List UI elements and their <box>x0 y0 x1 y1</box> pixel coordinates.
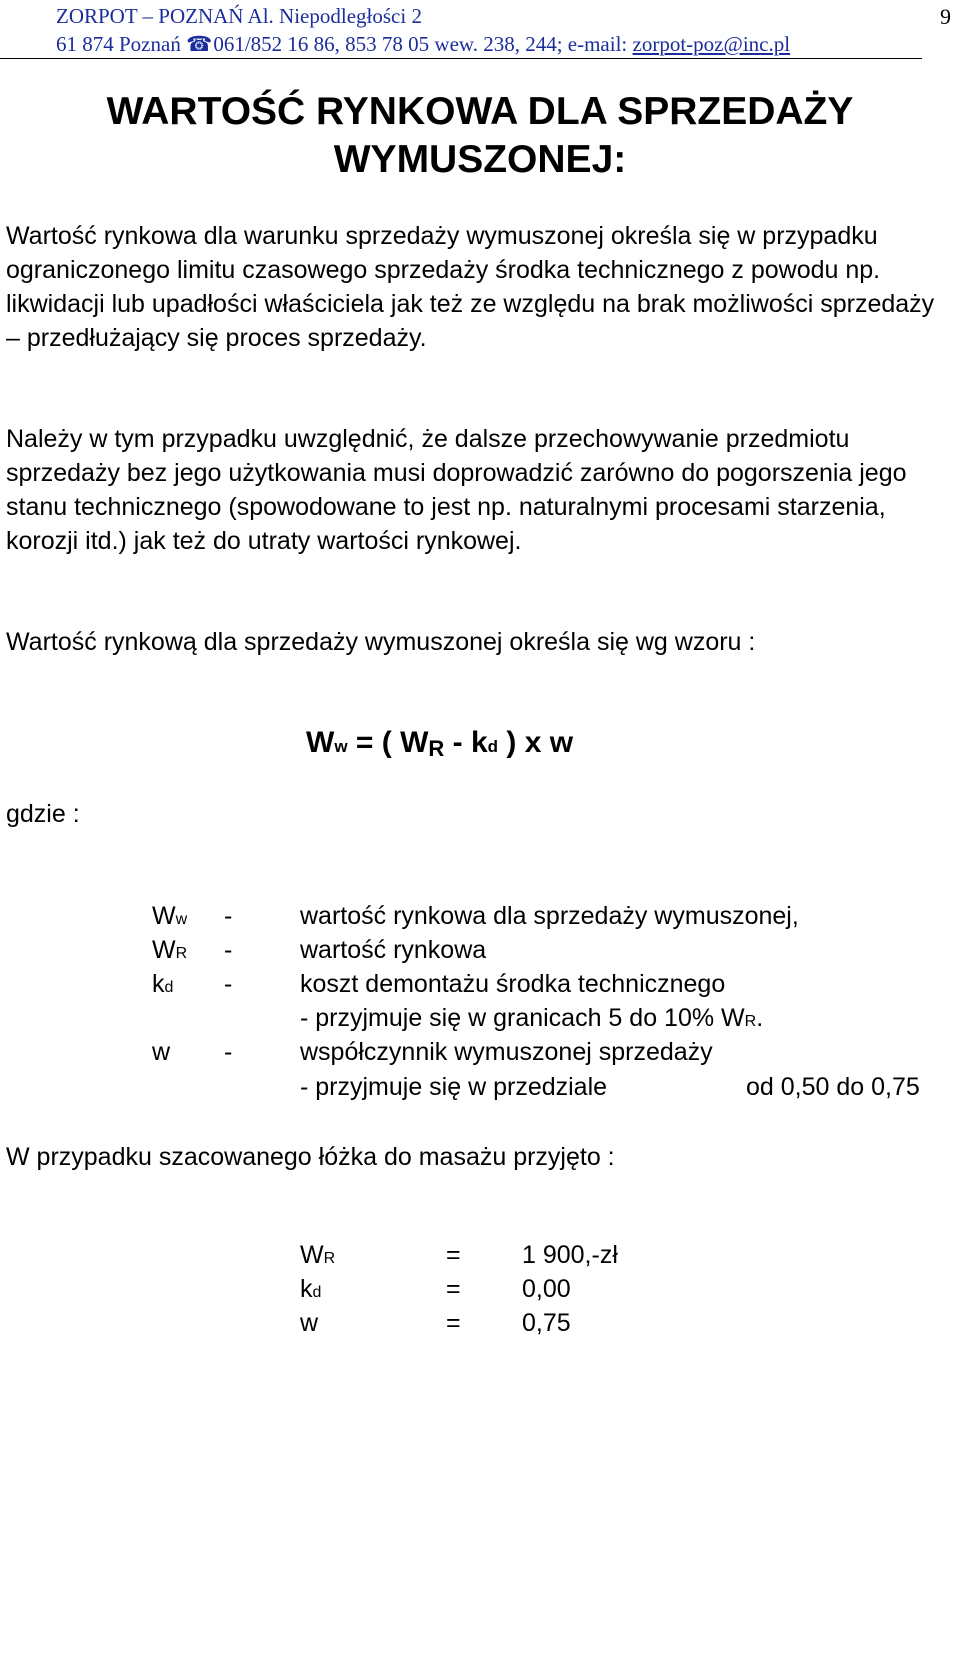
formula-ww: W <box>306 726 335 759</box>
paragraph-intro: Wartość rynkowa dla warunku sprzedaży wymuszonej określa się w przypadku ograniczonego limitu czasowego sprzedaży środka technicznego z powodu np. likwidacji lub upadłości właściciela jak też ze względu na brak możliwości sprzedaży – przedłużający się proces sprzedaży. <box>6 222 935 352</box>
calc-equals: = <box>446 1309 461 1337</box>
calc-equals: = <box>446 1241 461 1269</box>
header-contact <box>56 32 790 57</box>
legend-dash: - <box>224 1038 233 1066</box>
legend-description: współczynnik wymuszonej sprzedaży <box>300 1038 713 1066</box>
calc-value: 0,75 <box>522 1309 571 1337</box>
formula <box>306 726 573 762</box>
paragraph-assumed: W przypadku szacowanego łóżka do masażu przyjęto : <box>6 1143 615 1171</box>
title-line-1: WARTOŚĆ RYNKOWA DLA SPRZEDAŻY <box>106 90 854 133</box>
legend-note: - przyjmuje się w granicach 5 do 10% WR. <box>300 1004 764 1032</box>
legend-note-range: od 0,50 do 0,75 <box>746 1073 920 1101</box>
header-city: 61 874 Poznań <box>56 32 181 56</box>
formula-close: ) x w <box>498 726 574 759</box>
legend-dash: - <box>224 936 233 964</box>
legend-description: wartość rynkowa dla sprzedaży wymuszonej, <box>300 902 799 930</box>
header-phones: 061/852 16 86, 853 78 05 wew. 238, 244; e-mail: <box>213 32 628 56</box>
formula-kd: k <box>470 726 488 759</box>
formula-ww-sub: w <box>334 737 348 756</box>
formula-eq: = ( <box>347 726 401 759</box>
page-header <box>0 0 922 59</box>
formula-wr-sub: R <box>428 736 445 761</box>
legend-symbol: Ww <box>152 902 188 930</box>
legend-symbol: WR <box>152 936 188 964</box>
telephone-icon: ☎ <box>186 32 213 56</box>
legend-symbol: w <box>152 1038 171 1066</box>
calc-symbol: w <box>300 1309 319 1337</box>
calc-symbol: WR <box>300 1241 336 1269</box>
calc-symbol: kd <box>300 1275 322 1303</box>
legend-description: wartość rynkowa <box>300 936 487 964</box>
where-label: gdzie : <box>6 800 80 828</box>
legend-dash: - <box>224 902 233 930</box>
formula-wr: W <box>400 726 429 759</box>
calc-value: 1 900,-zł <box>522 1241 618 1269</box>
paragraph-formula-intro: Wartość rynkową dla sprzedaży wymuszonej określa się wg wzoru : <box>6 628 756 656</box>
legend-dash: - <box>224 970 233 998</box>
page-number: 9 <box>940 4 951 29</box>
calc-equals: = <box>446 1275 461 1303</box>
calc-value: 0,00 <box>522 1275 571 1303</box>
legend-description: koszt demontażu środka technicznego <box>300 970 726 998</box>
formula-minus: - <box>444 726 471 759</box>
legend-symbol: kd <box>152 970 174 998</box>
page-title <box>0 88 960 184</box>
paragraph-storage: Należy w tym przypadku uwzględnić, że dalsze przechowywanie przedmiotu sprzedaży bez jego użytkowania musi doprowadzić zarówno do pogorszenia jego stanu technicznego (spowodowane to jest np. naturalnymi procesami starzenia, korozji itd.) jak też do utraty wartości rynkowej. <box>6 425 907 555</box>
header-address: ZORPOT – POZNAŃ Al. Niepodległości 2 <box>56 4 422 28</box>
formula-kd-sub: d <box>487 737 499 756</box>
email-link[interactable]: zorpot-poz@inc.pl <box>632 32 791 56</box>
title-line-2: WYMUSZONEJ: <box>333 138 627 181</box>
legend-note: - przyjmuje się w przedziale <box>300 1073 608 1101</box>
